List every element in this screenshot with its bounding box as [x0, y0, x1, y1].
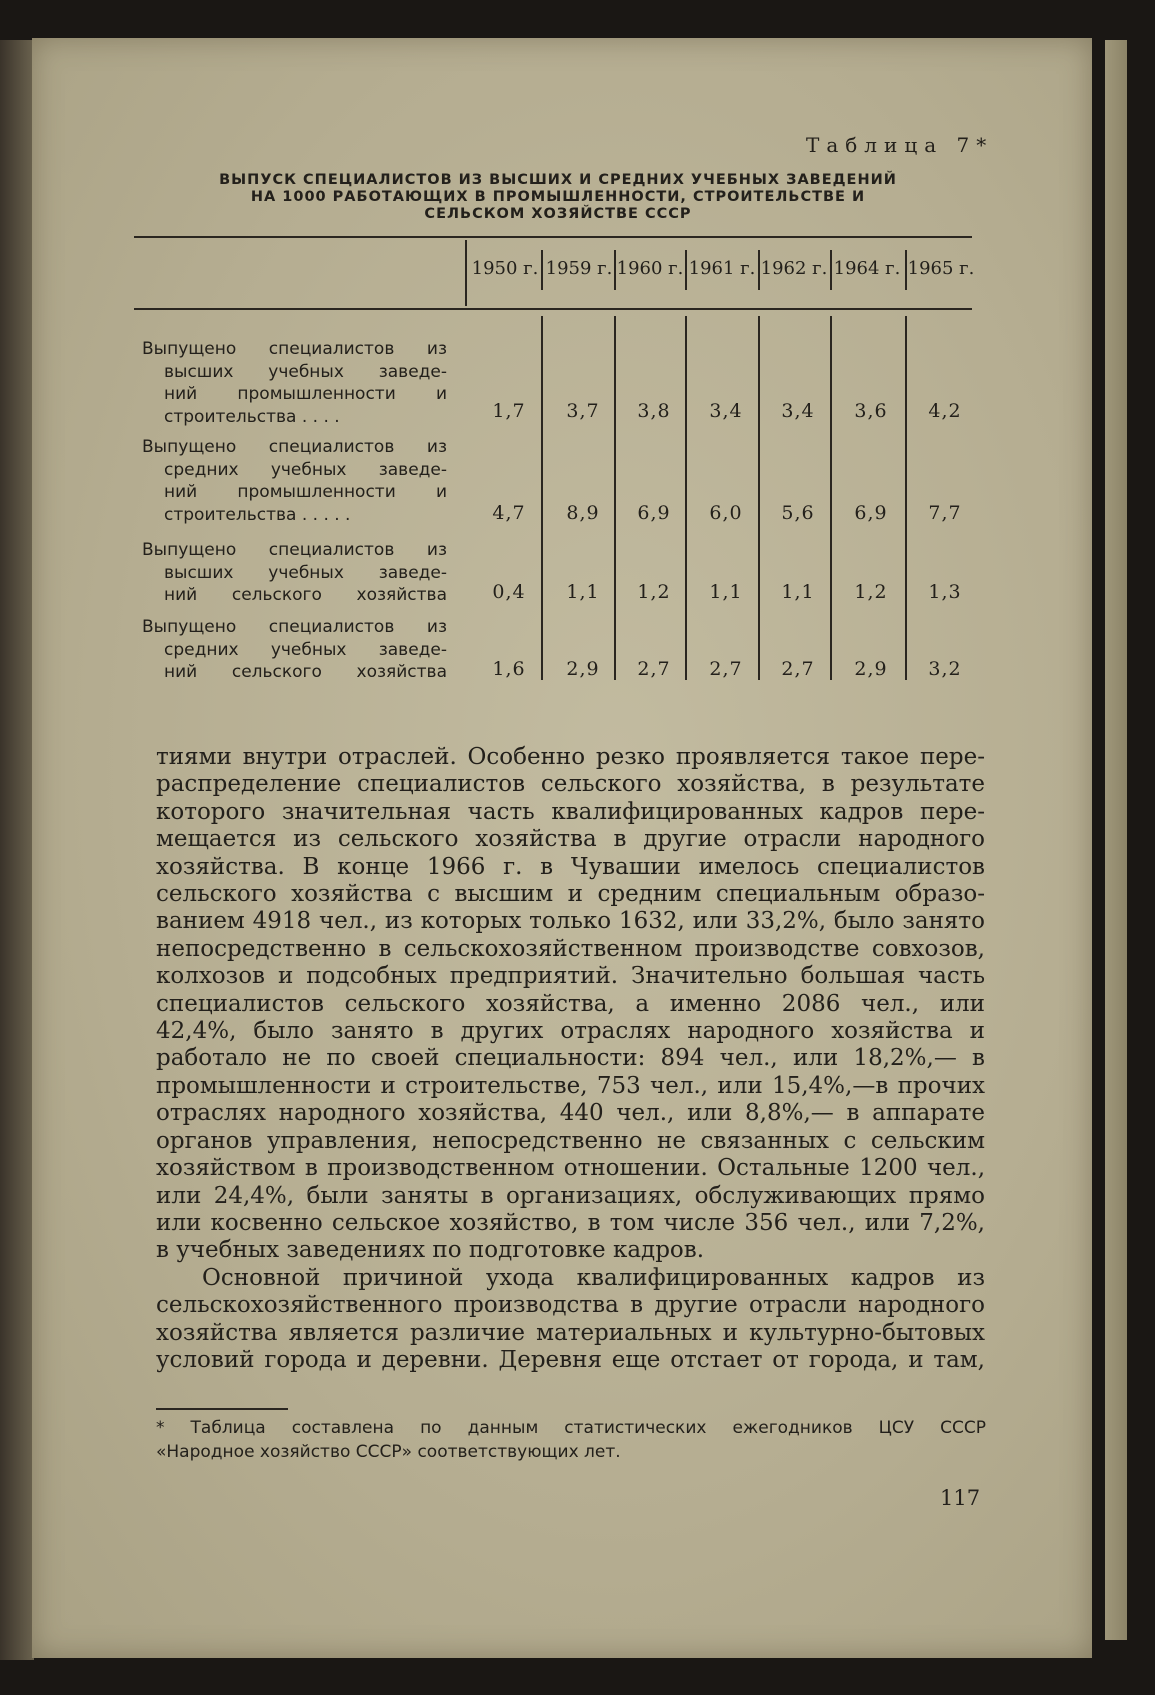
body-line: органов управления, непосредственно не связанных с сельским	[156, 1127, 985, 1154]
body-line: в учебных заведениях по подготовке кадров.	[156, 1237, 705, 1264]
table-cell: 1,3	[928, 581, 962, 603]
table-title-line: СЕЛЬСКОМ ХОЗЯЙСТВЕ СССР	[424, 206, 692, 222]
row-label	[142, 616, 447, 684]
table-cell: 3,6	[854, 400, 888, 422]
body-line: работало не по своей специальности: 894 чел., или 18,2%,— в	[156, 1045, 985, 1072]
row-label-line: средних учебных заведе-	[164, 459, 447, 480]
body-line: непосредственно в сельскохозяйственном производстве совхозов,	[156, 935, 985, 962]
row-label-line: строительства . . . .	[164, 406, 340, 427]
body-line: колхозов и подсобных предприятий. Значительно большая часть	[156, 963, 985, 990]
body-line: или 24,4%, были заняты в организациях, обслуживающих прямо	[156, 1182, 985, 1209]
column-divider	[541, 316, 543, 680]
table-cell: 2,9	[566, 658, 600, 680]
table-cell: 8,9	[566, 502, 600, 524]
footnote-line: «Народное хозяйство СССР» соответствующих лет.	[156, 1442, 621, 1462]
table-top-rule	[134, 236, 972, 238]
year-header: 1964 г.	[833, 258, 901, 279]
column-divider	[758, 316, 760, 680]
row-label-line: Выпущено специалистов из	[142, 437, 447, 457]
table-cell: 2,9	[854, 658, 888, 680]
table-cell: 3,4	[709, 400, 743, 422]
year-header: 1960 г.	[616, 258, 684, 279]
body-line: Основной причиной ухода квалифицированных кадров из	[202, 1264, 985, 1291]
column-divider	[830, 316, 832, 680]
body-line: хозяйством в производственном отношении. Остальные 1200 чел.,	[156, 1155, 985, 1182]
body-line: мещается из сельского хозяйства в другие отрасли народного	[156, 826, 985, 853]
table-cell: 6,9	[637, 502, 671, 524]
column-divider	[905, 316, 907, 680]
body-text	[156, 744, 985, 1374]
row-label-line: Выпущено специалистов из	[142, 339, 447, 359]
table-cell: 2,7	[781, 658, 815, 680]
header-divider	[465, 240, 467, 306]
table-cell: 4,2	[928, 400, 962, 422]
body-line: сельскохозяйственного производства в другие отрасли народного	[156, 1292, 985, 1319]
table-cell: 0,4	[492, 581, 526, 603]
row-label	[142, 338, 447, 428]
year-header: 1962 г.	[760, 258, 828, 279]
page-edge	[1105, 40, 1127, 1640]
row-label-line: высших учебных заведе-	[164, 562, 447, 583]
table-cell: 6,9	[854, 502, 888, 524]
row-label	[142, 436, 447, 526]
body-line: которого значительная часть квалифицированных кадров пере-	[156, 798, 985, 825]
table-cell: 1,1	[566, 581, 600, 603]
body-line: хозяйства. В конце 1966 г. в Чувашии имелось специалистов	[156, 853, 985, 880]
table-cell: 3,4	[781, 400, 815, 422]
table-cell: 1,7	[492, 400, 526, 422]
body-line: отраслях народного хозяйства, 440 чел., или 8,8%,— в аппарате	[156, 1100, 985, 1127]
year-header: 1959 г.	[545, 258, 613, 279]
column-divider	[614, 316, 616, 680]
row-label-line: ний сельского хозяйства	[164, 585, 447, 605]
table-title	[148, 172, 968, 223]
body-line: тиями внутри отраслей. Особенно резко проявляется такое пере-	[156, 744, 985, 770]
row-label-line: строительства . . . . .	[164, 504, 351, 525]
table-cell: 3,8	[637, 400, 671, 422]
row-label-line: высших учебных заведе-	[164, 361, 447, 382]
body-line: или косвенно сельское хозяйство, в том числе 356 чел., или 7,2%,	[156, 1209, 985, 1236]
body-line: условий города и деревни. Деревня еще отстает от города, и там,	[156, 1346, 985, 1373]
row-label-line: ний промышленности и	[164, 384, 447, 404]
table-cell: 5,6	[781, 502, 815, 524]
row-label	[142, 539, 447, 607]
book-binding	[0, 40, 34, 1660]
table-cell: 1,2	[854, 581, 888, 603]
body-line: специалистов сельского хозяйства, а именно 2086 чел., или	[156, 990, 985, 1017]
table-cell: 1,1	[709, 581, 743, 603]
column-divider	[685, 316, 687, 680]
row-label-line: Выпущено специалистов из	[142, 540, 447, 560]
table-title-line: ВЫПУСК СПЕЦИАЛИСТОВ ИЗ ВЫСШИХ И СРЕДНИХ УЧЕБНЫХ ЗАВЕДЕНИЙ	[219, 172, 897, 188]
table-cell: 4,7	[492, 502, 526, 524]
footnote-line: * Таблица составлена по данным статистических ежегодников ЦСУ СССР	[156, 1418, 986, 1438]
table-cell: 1,2	[637, 581, 671, 603]
year-header: 1961 г.	[688, 258, 756, 279]
page-number: 117	[940, 1486, 981, 1510]
table-cell: 1,1	[781, 581, 815, 603]
row-label-line: ний сельского хозяйства	[164, 662, 447, 682]
year-header: 1965 г.	[907, 258, 975, 279]
body-line: распределение специалистов сельского хозяйства, в результате	[156, 771, 985, 798]
table-caption: Таблица 7*	[806, 133, 994, 157]
row-label-line: средних учебных заведе-	[164, 639, 447, 660]
body-line: хозяйства является различие материальных и культурно-бытовых	[156, 1319, 985, 1346]
table-cell: 2,7	[709, 658, 743, 680]
year-header: 1950 г.	[471, 258, 539, 279]
table-cell: 1,6	[492, 658, 526, 680]
body-line: ванием 4918 чел., из которых только 1632, или 33,2%, было занято	[156, 908, 985, 935]
table-cell: 3,2	[928, 658, 962, 680]
body-line: промышленности и строительстве, 753 чел., или 15,4%,—в прочих	[156, 1072, 985, 1099]
row-label-line: ний промышленности и	[164, 482, 447, 502]
table-cell: 2,7	[637, 658, 671, 680]
footnote-rule	[156, 1408, 288, 1410]
body-line: 42,4%, было занято в других отраслях народного хозяйства и	[156, 1018, 985, 1045]
footnote	[156, 1416, 986, 1464]
table-title-line: НА 1000 РАБОТАЮЩИХ В ПРОМЫШЛЕННОСТИ, СТРОИТЕЛЬСТВЕ И	[250, 189, 866, 205]
body-line: сельского хозяйства с высшим и средним специальным образо-	[156, 881, 985, 908]
table-header-rule	[134, 308, 972, 310]
table-cell: 6,0	[709, 502, 743, 524]
row-label-line: Выпущено специалистов из	[142, 617, 447, 637]
table-cell: 3,7	[566, 400, 600, 422]
table-cell: 7,7	[928, 502, 962, 524]
